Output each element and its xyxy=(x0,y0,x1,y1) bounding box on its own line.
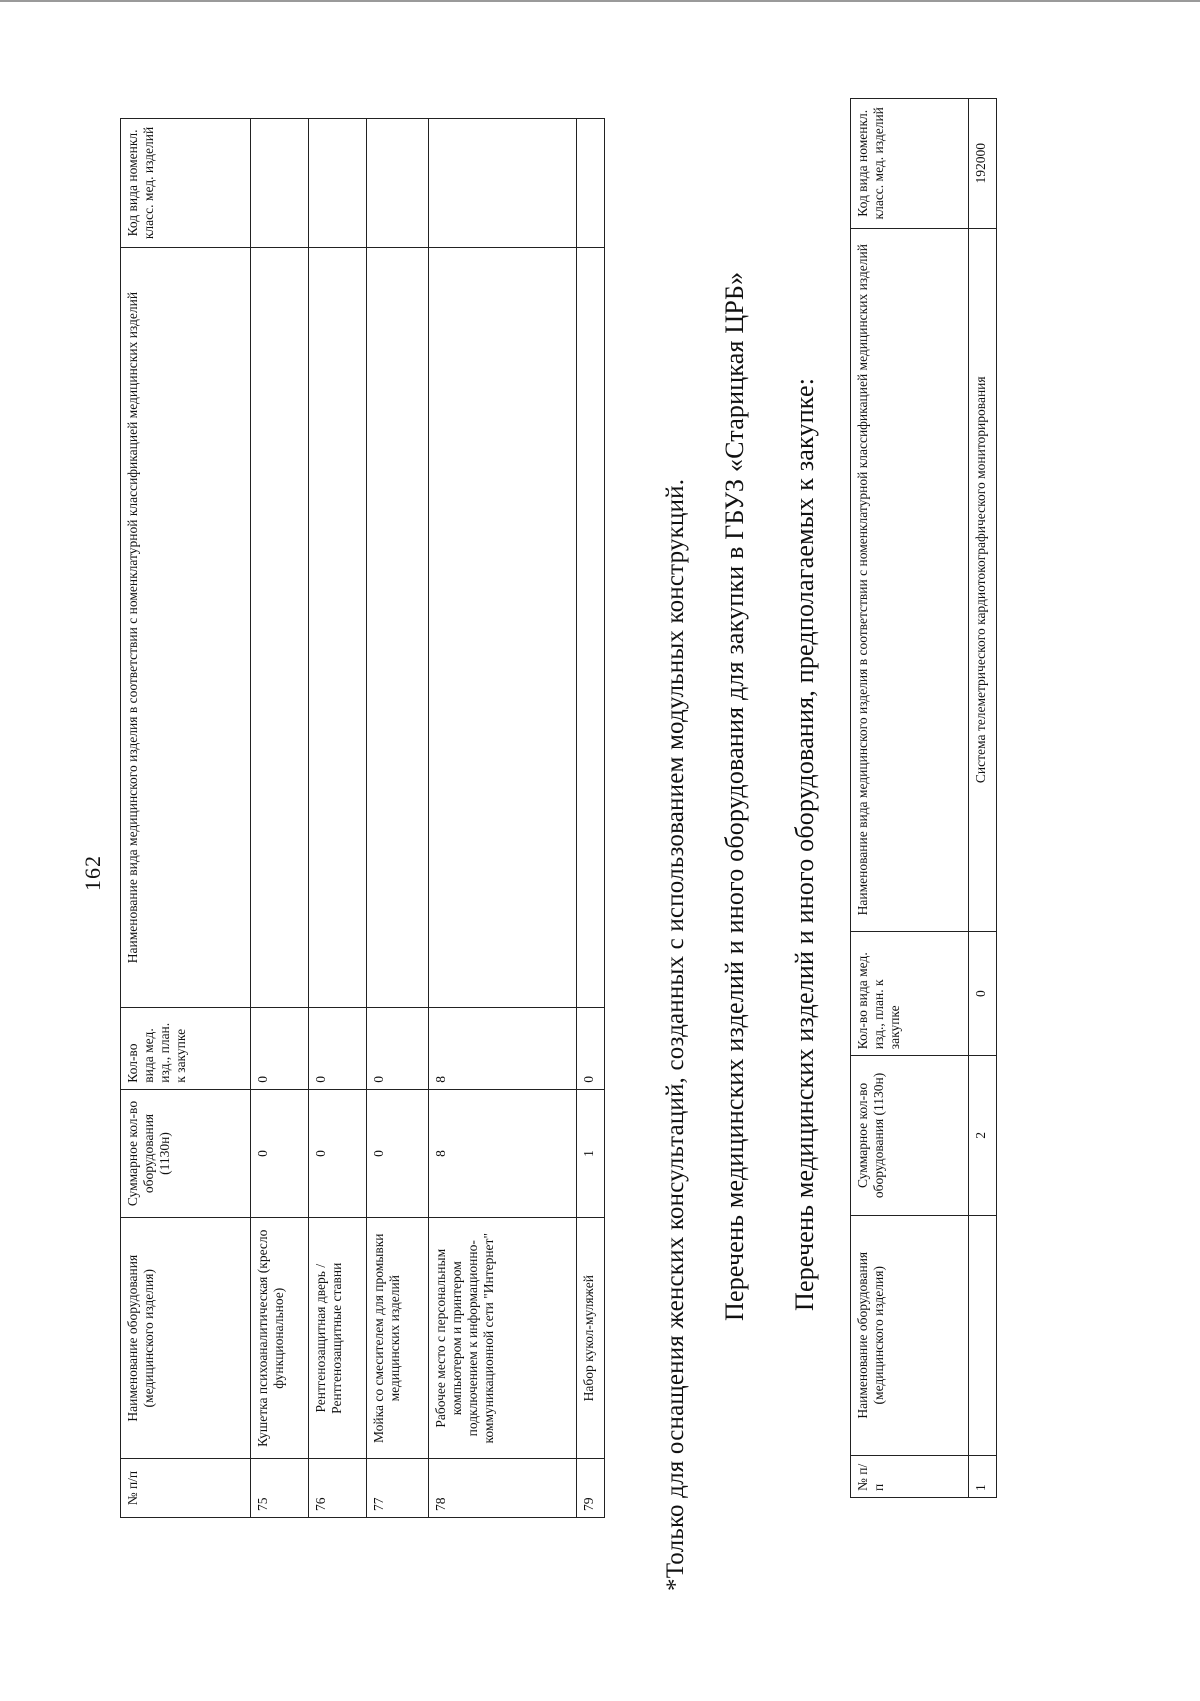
row-num: 1 xyxy=(969,1455,997,1497)
row-name: Набор кукол-муляжей xyxy=(577,1218,605,1459)
equipment-table xyxy=(120,118,605,1518)
row-planned: 0 xyxy=(969,931,997,1055)
row-num: 79 xyxy=(577,1459,605,1518)
row-kind xyxy=(251,247,309,1007)
row-planned: 0 xyxy=(251,1008,309,1089)
col-header-total: Суммарное кол-во оборудования (1130н) xyxy=(121,1089,251,1218)
col-header-code: Код вида номенкл. класс. мед. изделий xyxy=(121,119,251,248)
table-row xyxy=(309,119,367,1518)
col-header-total: Суммарное кол-во оборудования (1130н) xyxy=(851,1056,969,1215)
row-kind xyxy=(367,247,429,1007)
row-num: 75 xyxy=(251,1459,309,1518)
row-name: Рабочее место с персональным компьютером и принтером подключением к информационно- коммуникационной сети "Интернет" xyxy=(429,1218,577,1459)
table-row xyxy=(367,119,429,1518)
row-name: Кушетка психоаналитическая (кресло функциональное) xyxy=(251,1218,309,1459)
col-header-name: Наименование оборудования (медицинского изделия) xyxy=(121,1218,251,1459)
planned-equipment-table xyxy=(850,98,997,1498)
row-code xyxy=(429,119,577,248)
row-num: 76 xyxy=(309,1459,367,1518)
row-total: 1 xyxy=(577,1089,605,1218)
row-code: 192000 xyxy=(969,99,997,229)
table-row xyxy=(969,99,997,1498)
table-row xyxy=(429,119,577,1518)
row-code xyxy=(367,119,429,248)
footnote: *Только для оснащения женских консультаций, созданных с использованием модульных конструкций. xyxy=(662,478,689,1591)
row-total: 0 xyxy=(367,1089,429,1218)
table-row xyxy=(251,119,309,1518)
col-header-kind: Наименование вида медицинского изделия в соответствии с номенклатурной классификацией медицинских изделий xyxy=(851,228,969,931)
row-code xyxy=(577,119,605,248)
row-kind: Система телеметрического кардиотокографического мониторирования xyxy=(969,228,997,931)
row-planned: 8 xyxy=(429,1008,577,1089)
col-header-name: Наименование оборудования (медицинского изделия) xyxy=(851,1215,969,1455)
col-header-kind: Наименование вида медицинского изделия в соответствии с номенклатурной классификацией медицинских изделий xyxy=(121,247,251,1007)
row-kind xyxy=(429,247,577,1007)
page-number: 162 xyxy=(80,855,105,891)
row-planned: 0 xyxy=(367,1008,429,1089)
row-name: Мойка со смесителем для промывки медицинских изделий xyxy=(367,1218,429,1459)
table-header-row xyxy=(121,119,251,1518)
row-total: 0 xyxy=(309,1089,367,1218)
row-kind xyxy=(577,247,605,1007)
col-header-code: Код вида номенкл. класс. мед. изделий xyxy=(851,99,969,229)
row-total: 2 xyxy=(969,1056,997,1215)
table-header-row xyxy=(851,99,969,1498)
col-header-planned: Кол-во вида мед. изд., план. к закупке xyxy=(121,1008,251,1089)
col-header-planned: Кол-во вида мед. изд., план. к закупке xyxy=(851,931,969,1055)
row-num: 77 xyxy=(367,1459,429,1518)
section-title-planned: Перечень медицинских изделий и иного оборудования, предполагаемых к закупке: xyxy=(790,377,819,1311)
table-row xyxy=(577,119,605,1518)
col-header-num: № п/п xyxy=(121,1459,251,1518)
row-code xyxy=(309,119,367,248)
row-code xyxy=(251,119,309,248)
row-planned: 0 xyxy=(309,1008,367,1089)
row-total: 8 xyxy=(429,1089,577,1218)
row-planned: 0 xyxy=(577,1008,605,1089)
col-header-num: № п/п xyxy=(851,1455,969,1497)
row-num: 78 xyxy=(429,1459,577,1518)
row-total: 0 xyxy=(251,1089,309,1218)
row-name: Рентгенозащитная дверь / Рентгенозащитные ставни xyxy=(309,1218,367,1459)
row-name xyxy=(969,1215,997,1455)
row-kind xyxy=(309,247,367,1007)
section-title-purchase: Перечень медицинских изделий и иного оборудования для закупки в ГБУЗ «Старицкая ЦРБ» xyxy=(720,271,749,1321)
